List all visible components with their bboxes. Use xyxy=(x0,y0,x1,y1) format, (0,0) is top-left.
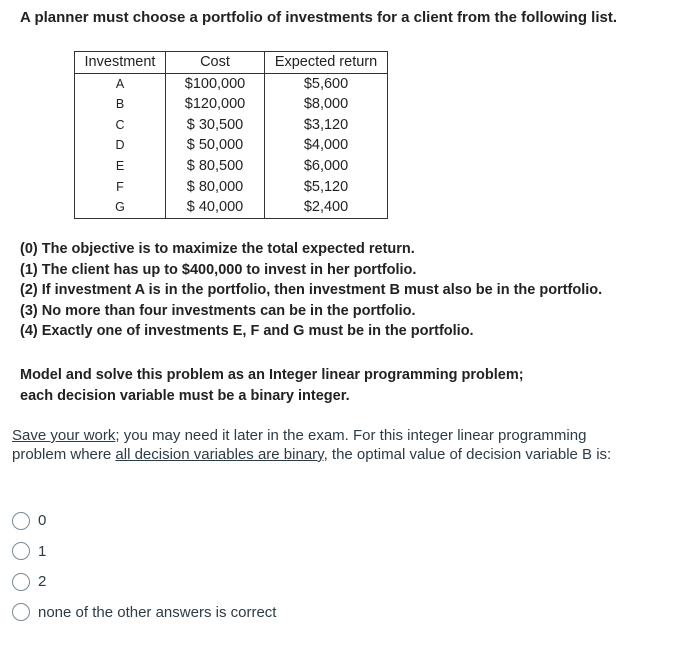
cell-cost: $ 80,000 xyxy=(166,177,265,198)
header-expected-return: Expected return xyxy=(265,52,388,74)
constraint-item: (4) Exactly one of investments E, F and G must be in the portfolio. xyxy=(20,323,474,340)
save-your-work-link: Save your work xyxy=(12,427,116,444)
radio-button[interactable] xyxy=(12,603,30,621)
answer-label: 1 xyxy=(38,542,47,560)
table-row xyxy=(75,73,388,94)
model-line: Model and solve this problem as an Integer linear programming problem; xyxy=(20,367,524,383)
answer-option-2[interactable] xyxy=(12,572,276,591)
cell-cost: $ 80,500 xyxy=(166,156,265,177)
table-row xyxy=(75,177,388,198)
table-row xyxy=(75,135,388,156)
cell-cost: $120,000 xyxy=(166,94,265,115)
table-row xyxy=(75,156,388,177)
constraint-item: (1) The client has up to $400,000 to invest in her portfolio. xyxy=(20,261,417,278)
investment-table xyxy=(74,51,388,219)
binary-variables-link: all decision variables are binary xyxy=(115,446,324,463)
cell-return: $8,000 xyxy=(265,94,388,115)
cell-return: $2,400 xyxy=(265,197,388,218)
question-text xyxy=(12,426,612,464)
header-investment: Investment xyxy=(75,52,166,74)
cell-return: $4,000 xyxy=(265,135,388,156)
model-instructions xyxy=(20,365,580,406)
cell-investment: D xyxy=(75,135,166,156)
cell-cost: $ 30,500 xyxy=(166,115,265,136)
answer-option-1[interactable] xyxy=(12,542,276,561)
answer-options xyxy=(12,511,276,633)
constraints-list xyxy=(20,239,602,342)
radio-button[interactable] xyxy=(12,512,30,530)
answer-option-none[interactable] xyxy=(12,603,276,622)
answer-label: none of the other answers is correct xyxy=(38,603,277,621)
cell-cost: $ 40,000 xyxy=(166,197,265,218)
cell-cost: $100,000 xyxy=(166,73,265,94)
radio-button[interactable] xyxy=(12,542,30,560)
radio-button[interactable] xyxy=(12,573,30,591)
table-row xyxy=(75,115,388,136)
constraint-item: (3) No more than four investments can be in the portfolio. xyxy=(20,302,416,319)
cell-cost: $ 50,000 xyxy=(166,135,265,156)
cell-investment: C xyxy=(75,115,166,136)
question-part-1: ; you may need it later in the exam. For this integer linear programming problem where xyxy=(12,427,587,463)
table-row xyxy=(75,197,388,218)
table-header-row xyxy=(75,52,388,74)
model-line: each decision variable must be a binary integer. xyxy=(20,387,350,404)
answer-label: 2 xyxy=(38,573,47,590)
constraint-item: (2) If investment A is in the portfolio, then investment B must also be in the portfolio. xyxy=(20,282,603,299)
cell-return: $3,120 xyxy=(265,115,388,136)
cell-investment: F xyxy=(75,177,166,198)
answer-label: 0 xyxy=(38,512,47,529)
answer-option-0[interactable] xyxy=(12,511,276,530)
cell-investment: B xyxy=(75,94,166,115)
cell-return: $5,120 xyxy=(265,177,388,198)
table-row xyxy=(75,94,388,115)
question-part-2: , the optimal value of decision variable B is: xyxy=(323,446,612,463)
cell-investment: E xyxy=(75,156,166,177)
constraint-item: (0) The objective is to maximize the total expected return. xyxy=(20,241,415,257)
cell-investment: A xyxy=(75,73,166,94)
cell-investment: G xyxy=(75,197,166,218)
cell-return: $6,000 xyxy=(265,156,388,177)
problem-intro: A planner must choose a portfolio of investments for a client from the following list. xyxy=(20,9,617,26)
cell-return: $5,600 xyxy=(265,73,388,94)
header-cost: Cost xyxy=(166,52,265,74)
